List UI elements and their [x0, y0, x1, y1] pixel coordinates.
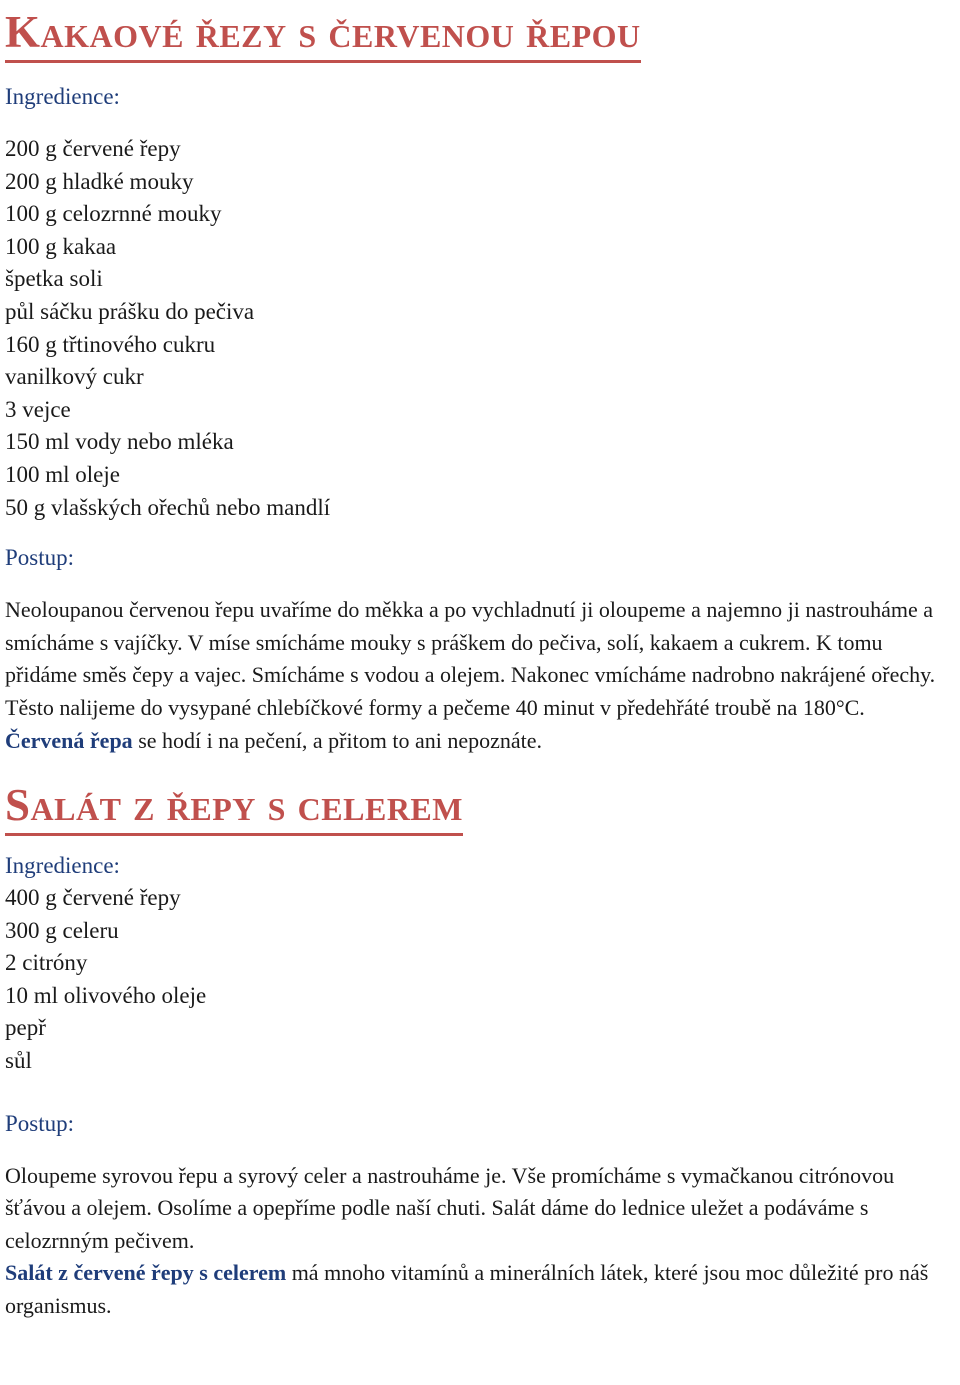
recipe-note	[5, 1257, 955, 1322]
ingredient-item: 150 ml vody nebo mléka	[5, 429, 234, 455]
ingredient-item: 300 g celeru	[5, 917, 119, 943]
procedure-text: Oloupeme syrovou řepu a syrový celer a nastrouháme je. Vše promícháme s vymačkanou citrónovou šťávou a olejem. Osolíme a opepříme podle naší chuti. Salát dáme do lednice uležet a podáváme s celozrnným pečivem.	[5, 1162, 895, 1253]
procedure-label: Postup:	[5, 545, 75, 571]
note-text: se hodí i na pečení, a přitom to ani nepoznáte.	[132, 727, 542, 753]
ingredient-item: pepř	[5, 1015, 46, 1041]
ingredient-item: 100 g kakaa	[5, 233, 117, 259]
ingredients-label: Ingredience:	[5, 853, 120, 879]
ingredient-item: vanilkový cukr	[5, 364, 144, 390]
ingredient-item: 3 vejce	[5, 396, 71, 422]
ingredient-item: 50 g vlašských ořechů nebo mandlí	[5, 494, 331, 520]
ingredient-item: 2 citróny	[5, 950, 88, 976]
recipe-title: Kakaové řezy s červenou řepou	[5, 4, 641, 63]
recipe-note	[5, 725, 955, 758]
ingredient-item: sůl	[5, 1048, 32, 1074]
ingredient-item: 160 g třtinového cukru	[5, 331, 216, 357]
procedure-text: Neoloupanou červenou řepu uvaříme do měkka a po vychladnutí ji oloupeme a najemno ji nastrouháme a smícháme s vajíčky. V míse smícháme mouky s práškem do pečiva, solí, kakaem a cukrem. K tomu přidáme směs čepy a vajec. Smícháme s vodou a olejem. Nakonec vmícháme nadrobno nakrájené ořechy. Těsto nalijeme do vysypané chlebíčkové formy a pečeme 40 minut v předehřáté troubě na 180°C.	[5, 597, 936, 720]
ingredient-item: špetka soli	[5, 266, 103, 292]
recipe-title: Salát z řepy s celerem	[5, 777, 463, 836]
ingredient-item: 200 g červené řepy	[5, 136, 181, 161]
recipe-kakaove-rezy	[5, 0, 955, 757]
recipe-salat-z-repy	[5, 757, 955, 1323]
ingredient-item: 100 g celozrnné mouky	[5, 201, 222, 227]
ingredient-item: 400 g červené řepy	[5, 885, 181, 911]
recipe-document	[5, 0, 955, 1323]
ingredient-item: 10 ml olivového oleje	[5, 982, 207, 1008]
ingredients-list	[5, 882, 955, 1078]
ingredient-item: půl sáčku prášku do pečiva	[5, 298, 255, 324]
ingredients-label: Ingredience:	[5, 84, 120, 109]
note-highlight: Salát z červené řepy s celerem	[5, 1260, 287, 1286]
ingredient-item: 200 g hladké mouky	[5, 168, 194, 194]
ingredient-item: 100 ml oleje	[5, 461, 120, 487]
note-highlight: Červená řepa	[5, 727, 133, 753]
ingredients-list	[5, 133, 955, 524]
procedure-label: Postup:	[5, 1110, 75, 1136]
note-text: má mnoho vitamínů a minerálních látek, které jsou moc důležité pro náš organismus.	[5, 1260, 929, 1319]
